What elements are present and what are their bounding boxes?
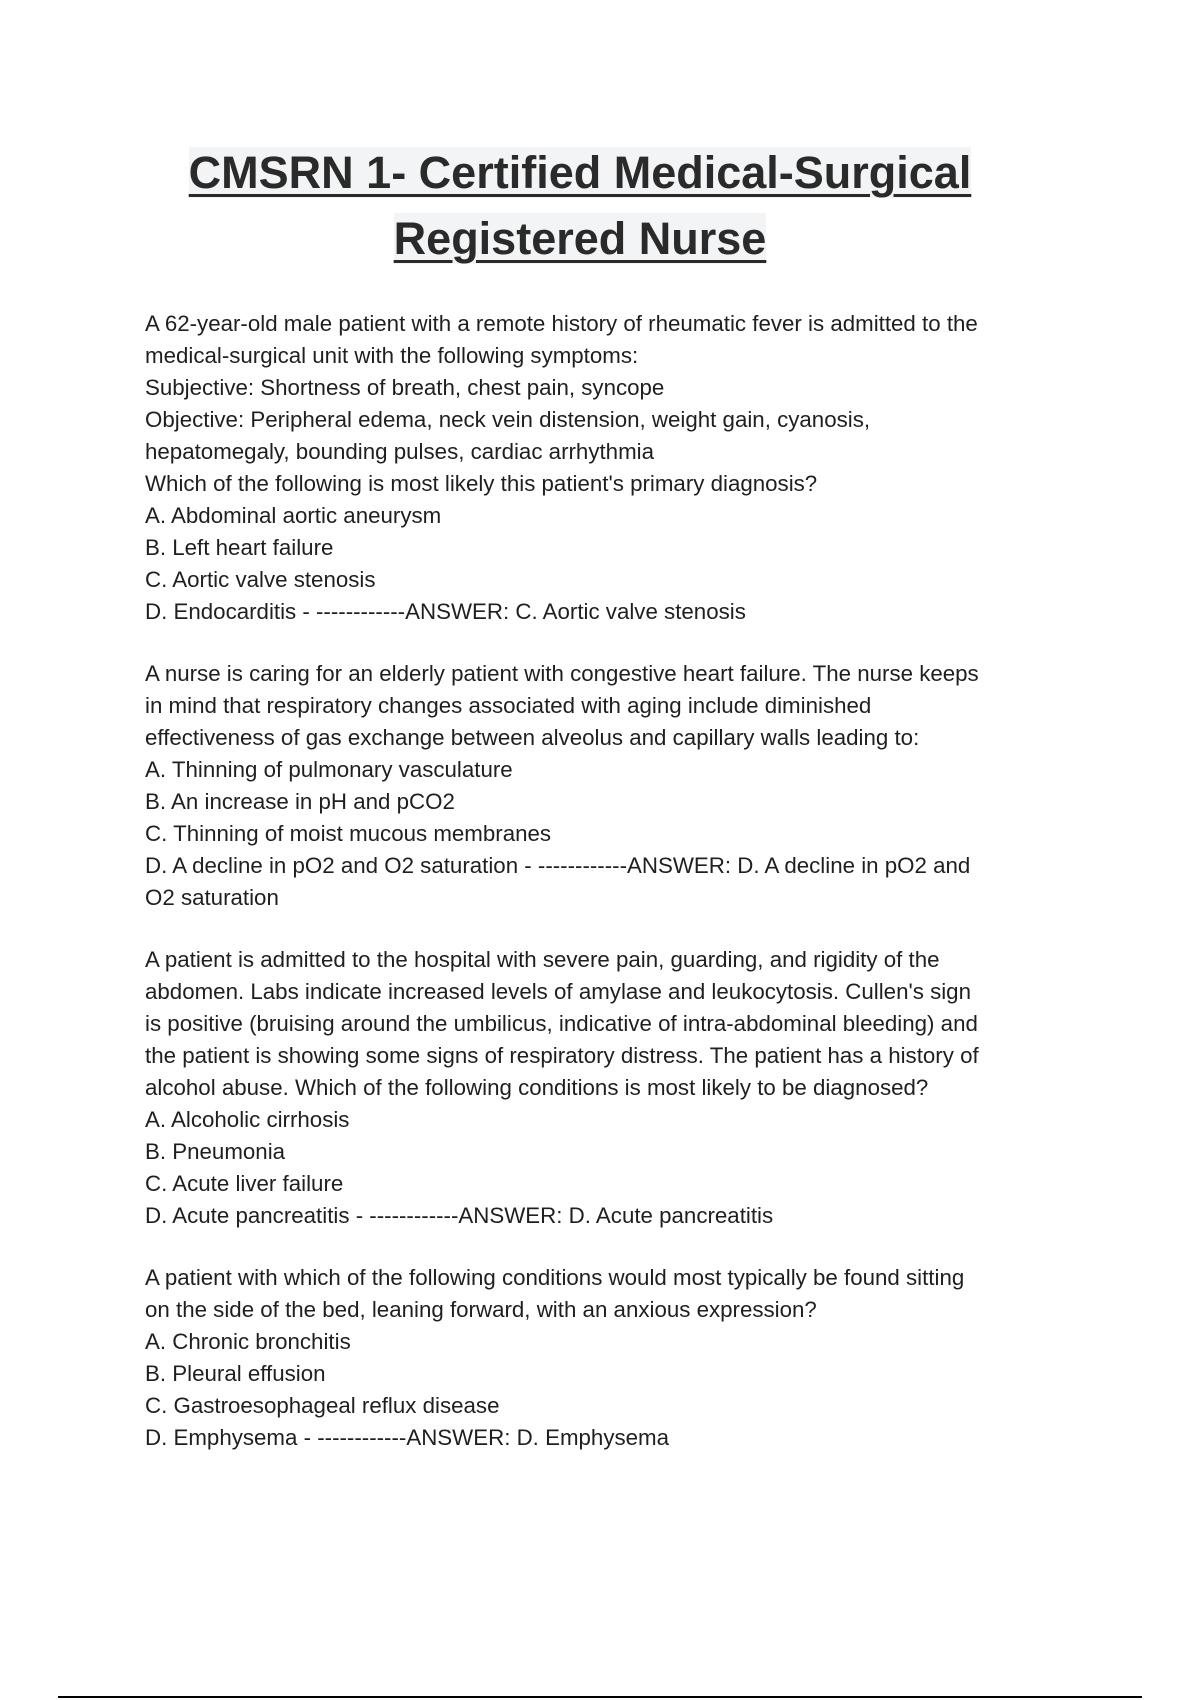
- option-b: B. Pneumonia: [145, 1139, 286, 1164]
- answer-continuation: O2 saturation: [145, 885, 279, 910]
- question-line: on the side of the bed, leaning forward, with an anxious expression?: [145, 1297, 817, 1322]
- question-4: [145, 1262, 1075, 1454]
- question-line: abdomen. Labs indicate increased levels of amylase and leukocytosis. Cullen's sign: [145, 979, 971, 1004]
- document-title: [150, 140, 1010, 272]
- option-a: A. Chronic bronchitis: [145, 1329, 351, 1354]
- question-line: the patient is showing some signs of respiratory distress. The patient has a history of: [145, 1043, 979, 1068]
- option-c: C. Aortic valve stenosis: [145, 567, 376, 592]
- question-line: medical-surgical unit with the following symptoms:: [145, 343, 639, 368]
- option-a: A. Abdominal aortic aneurysm: [145, 503, 442, 528]
- question-line: effectiveness of gas exchange between alveolus and capillary walls leading to:: [145, 725, 920, 750]
- question-line: A 62-year-old male patient with a remote history of rheumatic fever is admitted to the: [145, 311, 978, 336]
- question-line: in mind that respiratory changes associated with aging include diminished: [145, 693, 872, 718]
- question-line: is positive (bruising around the umbilicus, indicative of intra-abdominal bleeding) and: [145, 1011, 978, 1036]
- question-2: [145, 658, 1075, 914]
- option-c: C. Acute liver failure: [145, 1171, 344, 1196]
- option-c: C. Gastroesophageal reflux disease: [145, 1393, 500, 1418]
- question-line: A nurse is caring for an elderly patient with congestive heart failure. The nurse keeps: [145, 661, 979, 686]
- footer-divider: [58, 1696, 1142, 1698]
- option-b: B. Left heart failure: [145, 535, 334, 560]
- option-c: C. Thinning of moist mucous membranes: [145, 821, 552, 846]
- option-b: B. An increase in pH and pCO2: [145, 789, 455, 814]
- question-line: Which of the following is most likely this patient's primary diagnosis?: [145, 471, 818, 496]
- title-line-1: CMSRN 1- Certified Medical-Surgical: [188, 147, 972, 198]
- option-b: B. Pleural effusion: [145, 1361, 326, 1386]
- title-line-2: Registered Nurse: [393, 213, 767, 264]
- option-d-with-answer: D. Emphysema - ------------ANSWER: D. Emphysema: [145, 1425, 669, 1450]
- question-line: A patient with which of the following conditions would most typically be found sitting: [145, 1265, 965, 1290]
- option-a: A. Alcoholic cirrhosis: [145, 1107, 350, 1132]
- option-d-with-answer: D. A decline in pO2 and O2 saturation - ------------ANSWER: D. A decline in pO2 and: [145, 853, 971, 878]
- question-line: Objective: Peripheral edema, neck vein distension, weight gain, cyanosis,: [145, 407, 871, 432]
- option-a: A. Thinning of pulmonary vasculature: [145, 757, 513, 782]
- option-d-with-answer: D. Endocarditis - ------------ANSWER: C. Aortic valve stenosis: [145, 599, 746, 624]
- question-3: [145, 944, 1075, 1232]
- question-1: [145, 308, 1075, 628]
- question-line: Subjective: Shortness of breath, chest pain, syncope: [145, 375, 665, 400]
- question-line: alcohol abuse. Which of the following conditions is most likely to be diagnosed?: [145, 1075, 929, 1100]
- question-line: A patient is admitted to the hospital with severe pain, guarding, and rigidity of the: [145, 947, 940, 972]
- option-d-with-answer: D. Acute pancreatitis - ------------ANSWER: D. Acute pancreatitis: [145, 1203, 774, 1228]
- question-list: [145, 308, 1075, 1484]
- question-line: hepatomegaly, bounding pulses, cardiac arrhythmia: [145, 439, 654, 464]
